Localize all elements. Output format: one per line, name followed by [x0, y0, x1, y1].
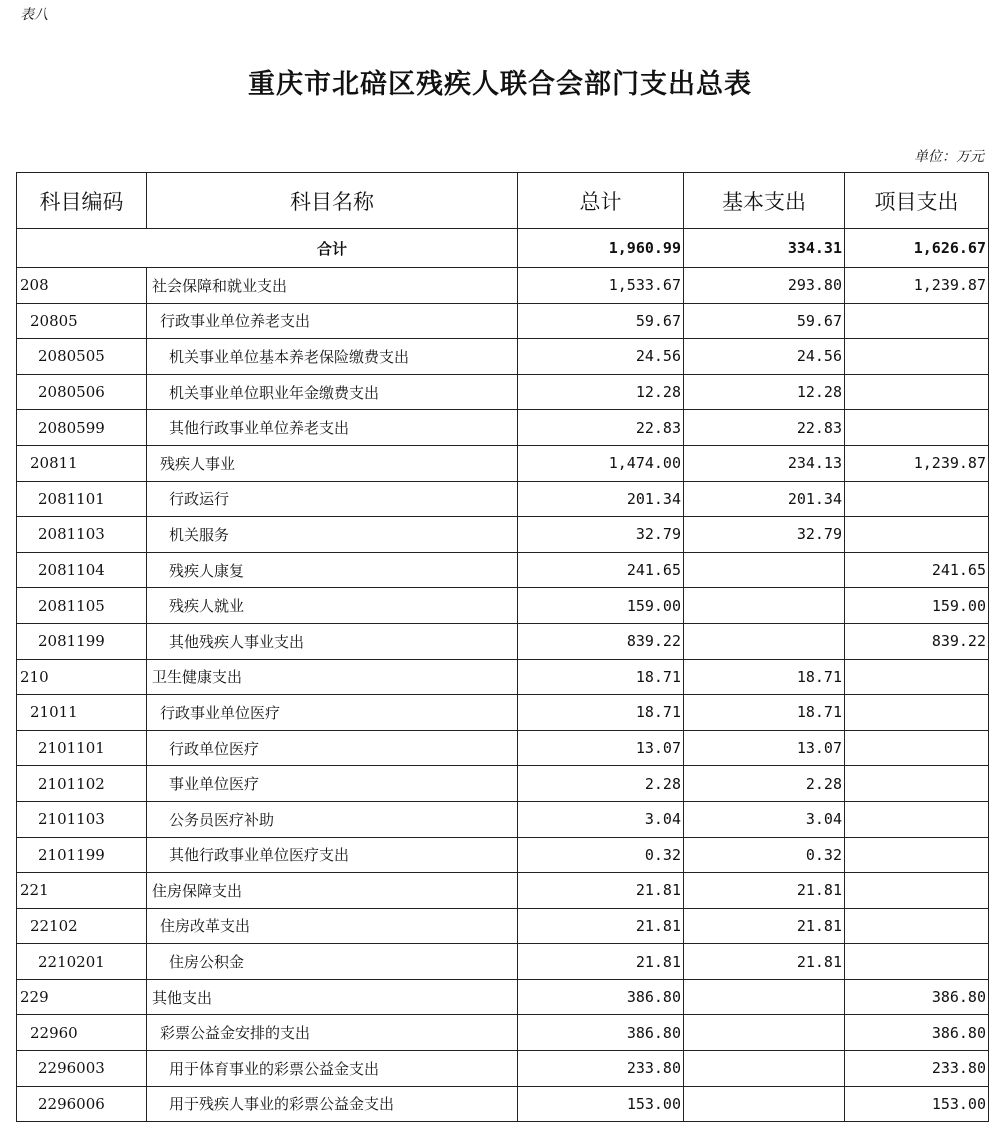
table-row: [17, 908, 989, 944]
header-code: 科目编码: [17, 173, 147, 229]
row-total: 2.28: [518, 766, 684, 802]
row-code: 22960: [17, 1015, 147, 1051]
table-row: [17, 979, 989, 1015]
table-row: [17, 410, 989, 446]
row-name: 事业单位医疗: [147, 766, 518, 802]
row-total: 32.79: [518, 517, 684, 553]
row-basic: [684, 979, 845, 1015]
table-row: [17, 552, 989, 588]
table-row: [17, 1015, 989, 1051]
row-total: 241.65: [518, 552, 684, 588]
row-total: 1,533.67: [518, 268, 684, 304]
row-basic: 22.83: [684, 410, 845, 446]
row-name: 机关服务: [147, 517, 518, 553]
row-name: 其他行政事业单位医疗支出: [147, 837, 518, 873]
row-total: 18.71: [518, 695, 684, 731]
row-basic: 2.28: [684, 766, 845, 802]
row-name: 残疾人康复: [147, 552, 518, 588]
row-project: [845, 410, 989, 446]
row-total: 153.00: [518, 1086, 684, 1122]
row-code: 208: [17, 268, 147, 304]
row-project: [845, 730, 989, 766]
row-basic: 59.67: [684, 303, 845, 339]
row-total: 3.04: [518, 801, 684, 837]
row-basic: 24.56: [684, 339, 845, 375]
row-name: 行政单位医疗: [147, 730, 518, 766]
row-total: 13.07: [518, 730, 684, 766]
row-basic: [684, 1015, 845, 1051]
table-row: [17, 1051, 989, 1087]
row-name: 住房公积金: [147, 944, 518, 980]
row-project: 241.65: [845, 552, 989, 588]
row-total: 21.81: [518, 908, 684, 944]
row-project: [845, 837, 989, 873]
row-total: 201.34: [518, 481, 684, 517]
row-project: 233.80: [845, 1051, 989, 1087]
row-total: 839.22: [518, 623, 684, 659]
row-code: 2101101: [17, 730, 147, 766]
row-code: 2080505: [17, 339, 147, 375]
row-code: 2081199: [17, 623, 147, 659]
row-project: [845, 801, 989, 837]
table-row: [17, 517, 989, 553]
row-basic: [684, 552, 845, 588]
table-row: [17, 303, 989, 339]
row-code: 20811: [17, 445, 147, 481]
row-name: 行政事业单位医疗: [147, 695, 518, 731]
header-name: 科目名称: [147, 173, 518, 229]
expenditure-table: [16, 172, 989, 1122]
table-row: [17, 445, 989, 481]
row-code: 2081101: [17, 481, 147, 517]
row-basic: 13.07: [684, 730, 845, 766]
row-name: 其他支出: [147, 979, 518, 1015]
row-code: 2080599: [17, 410, 147, 446]
row-name: 卫生健康支出: [147, 659, 518, 695]
row-project: [845, 766, 989, 802]
row-basic: [684, 1086, 845, 1122]
row-project: [845, 695, 989, 731]
table-row: [17, 1086, 989, 1122]
row-code: 2296003: [17, 1051, 147, 1087]
row-project: 386.80: [845, 1015, 989, 1051]
table-row: [17, 837, 989, 873]
row-basic: 3.04: [684, 801, 845, 837]
row-name: 社会保障和就业支出: [147, 268, 518, 304]
total-label: 合计: [17, 229, 518, 268]
row-name: 住房改革支出: [147, 908, 518, 944]
row-project: [845, 659, 989, 695]
header-basic: 基本支出: [684, 173, 845, 229]
row-total: 24.56: [518, 339, 684, 375]
row-project: 1,239.87: [845, 445, 989, 481]
row-name: 机关事业单位职业年金缴费支出: [147, 374, 518, 410]
row-name: 用于残疾人事业的彩票公益金支出: [147, 1086, 518, 1122]
row-total: 12.28: [518, 374, 684, 410]
row-total: 386.80: [518, 1015, 684, 1051]
row-code: 2101102: [17, 766, 147, 802]
row-project: [845, 303, 989, 339]
total-row: [17, 229, 989, 268]
row-basic: 0.32: [684, 837, 845, 873]
unit-label: 单位：万元: [914, 149, 984, 165]
row-basic: [684, 1051, 845, 1087]
row-total: 18.71: [518, 659, 684, 695]
row-name: 公务员医疗补助: [147, 801, 518, 837]
row-name: 机关事业单位基本养老保险缴费支出: [147, 339, 518, 375]
table-row: [17, 730, 989, 766]
row-name: 残疾人就业: [147, 588, 518, 624]
row-project: [845, 908, 989, 944]
row-code: 2296006: [17, 1086, 147, 1122]
row-code: 20805: [17, 303, 147, 339]
row-basic: 234.13: [684, 445, 845, 481]
row-name: 其他残疾人事业支出: [147, 623, 518, 659]
row-basic: [684, 623, 845, 659]
table-row: [17, 268, 989, 304]
row-project: 153.00: [845, 1086, 989, 1122]
row-total: 59.67: [518, 303, 684, 339]
row-name: 彩票公益金安排的支出: [147, 1015, 518, 1051]
table-row: [17, 873, 989, 909]
row-code: 2080506: [17, 374, 147, 410]
row-basic: 21.81: [684, 873, 845, 909]
header-total: 总计: [518, 173, 684, 229]
row-code: 2101199: [17, 837, 147, 873]
table-row: [17, 801, 989, 837]
row-total: 233.80: [518, 1051, 684, 1087]
row-project: [845, 517, 989, 553]
row-code: 2081103: [17, 517, 147, 553]
table-row: [17, 695, 989, 731]
row-name: 其他行政事业单位养老支出: [147, 410, 518, 446]
table-row: [17, 481, 989, 517]
row-total: 159.00: [518, 588, 684, 624]
total-project: 1,626.67: [845, 229, 989, 268]
table-number-label: 表八: [20, 7, 48, 23]
total-basic: 334.31: [684, 229, 845, 268]
row-basic: 18.71: [684, 695, 845, 731]
row-total: 21.81: [518, 944, 684, 980]
row-name: 住房保障支出: [147, 873, 518, 909]
row-code: 22102: [17, 908, 147, 944]
row-name: 用于体育事业的彩票公益金支出: [147, 1051, 518, 1087]
row-code: 221: [17, 873, 147, 909]
row-total: 21.81: [518, 873, 684, 909]
row-basic: [684, 588, 845, 624]
row-project: [845, 873, 989, 909]
row-project: 1,239.87: [845, 268, 989, 304]
page-title: 重庆市北碚区残疾人联合会部门支出总表: [248, 69, 752, 100]
header-row: [17, 173, 989, 229]
row-project: [845, 944, 989, 980]
row-code: 2081105: [17, 588, 147, 624]
row-basic: 18.71: [684, 659, 845, 695]
row-code: 21011: [17, 695, 147, 731]
row-code: 2081104: [17, 552, 147, 588]
table-row: [17, 944, 989, 980]
table-row: [17, 766, 989, 802]
row-name: 行政事业单位养老支出: [147, 303, 518, 339]
row-code: 2210201: [17, 944, 147, 980]
row-total: 386.80: [518, 979, 684, 1015]
row-basic: 293.80: [684, 268, 845, 304]
row-total: 1,474.00: [518, 445, 684, 481]
row-code: 229: [17, 979, 147, 1015]
table-row: [17, 588, 989, 624]
row-project: [845, 374, 989, 410]
row-total: 22.83: [518, 410, 684, 446]
row-code: 210: [17, 659, 147, 695]
row-project: [845, 339, 989, 375]
row-project: 386.80: [845, 979, 989, 1015]
table-row: [17, 623, 989, 659]
row-project: 839.22: [845, 623, 989, 659]
header-project: 项目支出: [845, 173, 989, 229]
row-basic: 201.34: [684, 481, 845, 517]
row-total: 0.32: [518, 837, 684, 873]
row-basic: 12.28: [684, 374, 845, 410]
table-row: [17, 339, 989, 375]
row-code: 2101103: [17, 801, 147, 837]
row-basic: 21.81: [684, 908, 845, 944]
row-project: [845, 481, 989, 517]
table-row: [17, 374, 989, 410]
total-total: 1,960.99: [518, 229, 684, 268]
row-name: 残疾人事业: [147, 445, 518, 481]
row-basic: 32.79: [684, 517, 845, 553]
row-basic: 21.81: [684, 944, 845, 980]
table-row: [17, 659, 989, 695]
row-name: 行政运行: [147, 481, 518, 517]
row-project: 159.00: [845, 588, 989, 624]
